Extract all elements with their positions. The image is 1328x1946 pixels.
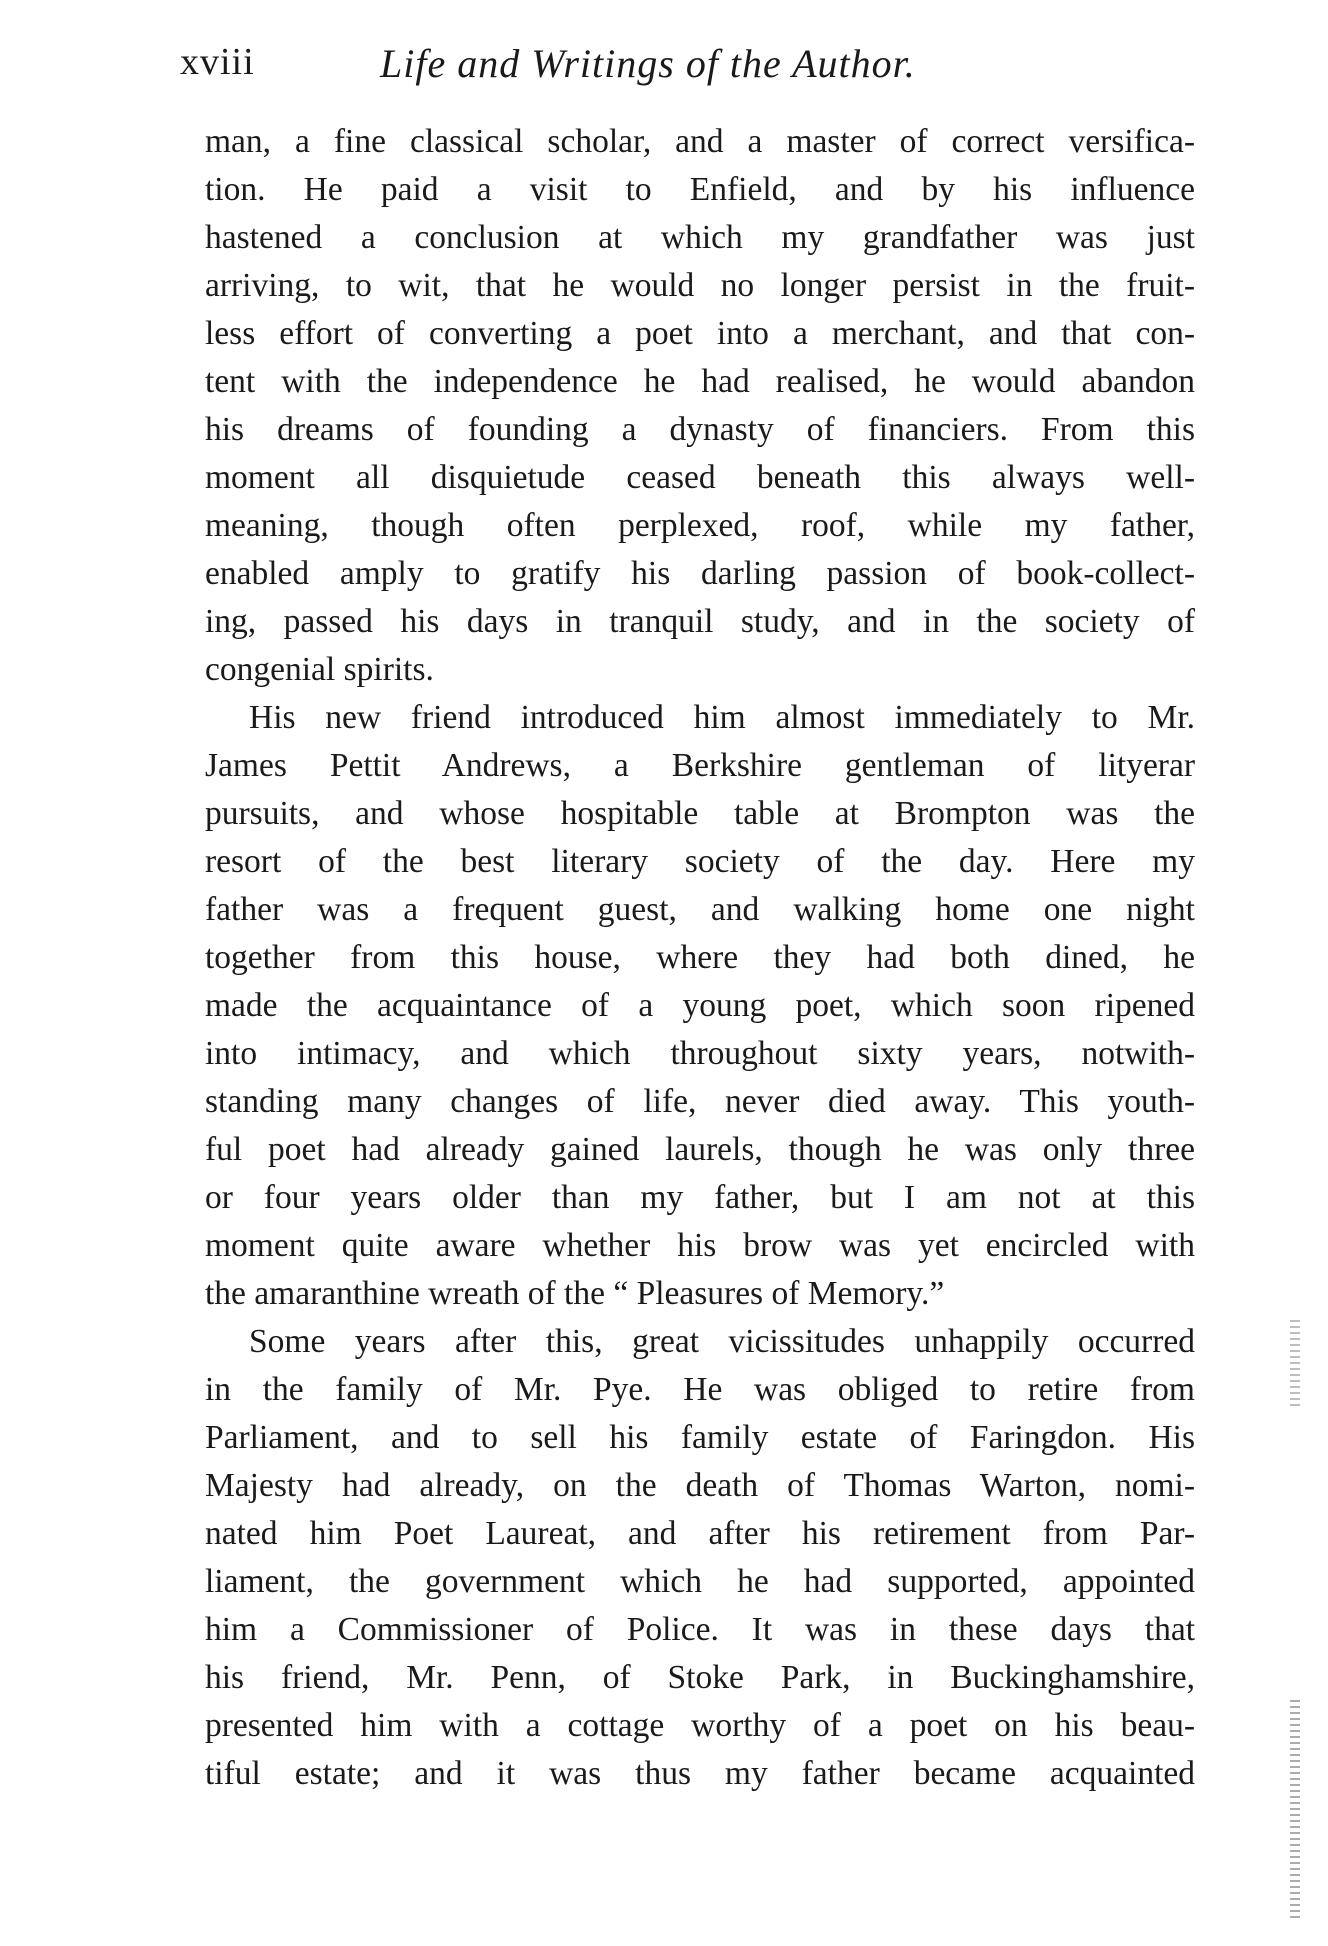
text-line: in the family of Mr. Pye. He was obliged to retire from [205,1371,1195,1408]
text-line: congenial spirits. [205,651,434,688]
text-line: standing many changes of life, never died away. This youth- [205,1083,1195,1120]
text-line: enabled amply to gratify his darling passion of book-collect- [205,555,1195,592]
text-line: the amaranthine wreath of the “ Pleasures of Memory.” [205,1275,945,1312]
text-line: ful poet had already gained laurels, though he was only three [205,1131,1195,1168]
text-line: James Pettit Andrews, a Berkshire gentleman of lityerar [205,747,1195,784]
paragraph [205,694,1195,1318]
text-line: meaning, though often perplexed, roof, while my father, [205,507,1195,544]
text-line: father was a frequent guest, and walking home one night [205,891,1195,928]
text-line: ing, passed his days in tranquil study, and in the society of [205,603,1195,640]
page-header [180,40,1190,100]
text-line: tent with the independence he had realised, he would abandon [205,363,1195,400]
text-line: moment all disquietude ceased beneath this always well- [205,459,1195,496]
text-line: his friend, Mr. Penn, of Stoke Park, in Buckinghamshire, [205,1659,1195,1696]
text-line: nated him Poet Laureat, and after his retirement from Par- [205,1515,1195,1552]
body-text [205,118,1195,1798]
paragraph [205,118,1195,694]
page-number: xviii [180,41,255,83]
text-line: moment quite aware whether his brow was yet encircled with [205,1227,1195,1264]
text-line: his dreams of founding a dynasty of financiers. From this [205,411,1195,448]
scan-edge-speckle [1290,1320,1300,1410]
text-line: His new friend introduced him almost immediately to Mr. [249,699,1195,736]
text-line: made the acquaintance of a young poet, which soon ripened [205,987,1195,1024]
paragraph [205,1318,1195,1798]
text-line: less effort of converting a poet into a merchant, and that con- [205,315,1195,352]
text-line: tion. He paid a visit to Enfield, and by his influence [205,171,1195,208]
text-line: arriving, to wit, that he would no longer persist in the fruit- [205,267,1195,304]
text-line: resort of the best literary society of the day. Here my [205,843,1195,880]
scan-edge-speckle [1290,1700,1300,1920]
text-line: presented him with a cottage worthy of a poet on his beau- [205,1707,1195,1744]
text-line: tiful estate; and it was thus my father became acquainted [205,1755,1195,1792]
text-line: him a Commissioner of Police. It was in these days that [205,1611,1195,1648]
text-line: liament, the government which he had supported, appointed [205,1563,1195,1600]
text-line: man, a fine classical scholar, and a master of correct versifica- [205,123,1195,160]
text-line: pursuits, and whose hospitable table at Brompton was the [205,795,1195,832]
text-line: Parliament, and to sell his family estate of Faringdon. His [205,1419,1195,1456]
text-line: into intimacy, and which throughout sixty years, notwith- [205,1035,1195,1072]
text-line: together from this house, where they had both dined, he [205,939,1195,976]
running-title: Life and Writings of the Author. [380,41,916,86]
text-line: or four years older than my father, but I am not at this [205,1179,1195,1216]
text-line: Some years after this, great vicissitudes unhappily occurred [249,1323,1195,1360]
text-line: Majesty had already, on the death of Thomas Warton, nomi- [205,1467,1195,1504]
text-line: hastened a conclusion at which my grandfather was just [205,219,1195,256]
